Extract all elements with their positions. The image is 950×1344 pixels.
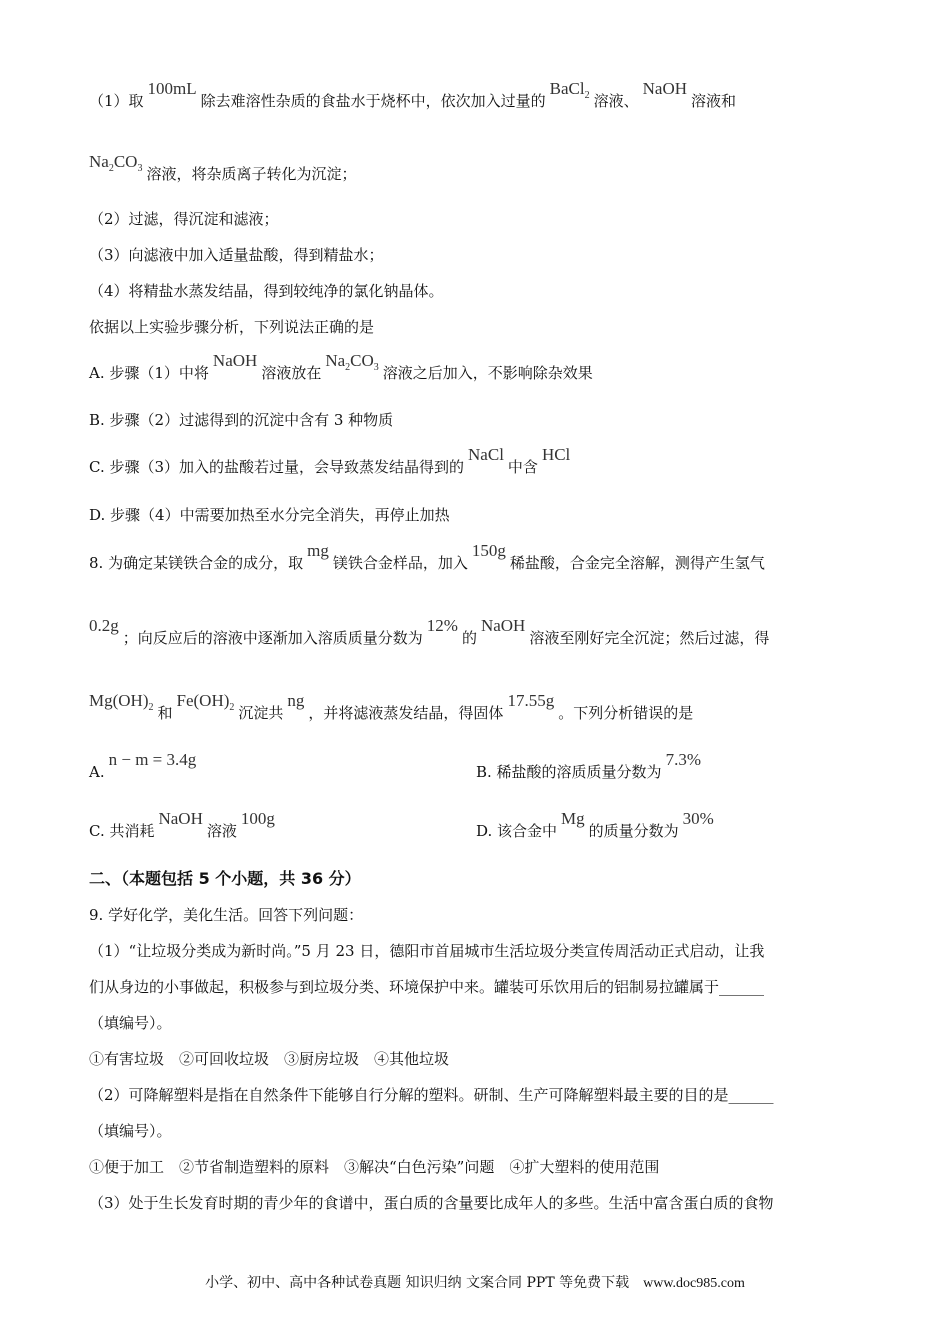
line-step2: （2）过滤，得沉淀和滤液； <box>89 210 279 228</box>
formula-naoh: NaOH <box>642 79 688 98</box>
q8-line3: $Mg(OH)_2$ 和$Fe(OH)_2$ 沉淀共ng，并将滤液蒸发结晶，得固体17.55g。下列分析错误的是 <box>89 691 694 722</box>
q9-part2-options: ①便于加工 ②节省制造塑料的原料 ③解决“白色污染”问题 ④扩大塑料的使用范围 <box>89 1158 660 1176</box>
q9-part2-line2: （填编号）。 <box>89 1122 172 1140</box>
q9-title: 9. 学好化学，美化生活。回答下列问题： <box>89 906 364 924</box>
q8-line1: 8. 为确定某镁铁合金的成分，取mg镁铁合金样品，加入150g稀盐酸，合金完全溶解，测得产生氢气 <box>89 541 765 572</box>
formula-na2co3: $Na_2CO_3$ <box>89 152 143 174</box>
footer-link[interactable]: www.doc985.com <box>643 1276 745 1291</box>
formula-mg: mg <box>307 541 329 560</box>
q9-part1-line3: （填编号）。 <box>89 1014 172 1032</box>
formula-naoh: NaOH <box>158 809 203 828</box>
formula-150g: 150g <box>471 541 506 560</box>
formula-100g: 100g <box>240 809 275 828</box>
q8-option-b: B. 稀盐酸的溶质质量分数为7.3% <box>476 763 705 781</box>
formula-ng: ng <box>287 691 305 710</box>
formula-7-3-percent: 7.3% <box>665 750 701 769</box>
q9-part1-options: ①有害垃圾 ②可回收垃圾 ③厨房垃圾 ④其他垃圾 <box>89 1050 450 1068</box>
q8-option-a: A.n − m = 3.4g <box>89 763 200 781</box>
option-a: A. 步骤（1）中将NaOH溶液放在$Na_2CO_3$ 溶液之后加入，不影响除杂效果 <box>89 351 593 382</box>
formula-volume: 100mL <box>147 79 197 98</box>
page-footer <box>0 1272 950 1292</box>
formula-na2co3: $Na_2CO_3$ <box>325 351 379 373</box>
line-step1: （1）取100mL除去难溶性杂质的食盐水于烧杯中，依次加入过量的BaCl$_2$ 溶液、NaOH溶液和 <box>89 79 737 110</box>
line-step3: （3）向滤液中加入适量盐酸，得到精盐水； <box>89 246 384 264</box>
formula-12-percent: 12% <box>426 616 458 635</box>
formula-mgoh2: $Mg(OH)_2$ <box>89 691 154 713</box>
option-b: B. 步骤（2）过滤得到的沉淀中含有 3 种物质 <box>89 411 394 429</box>
q8-line2: 0.2g；向反应后的溶液中逐渐加入溶质质量分数为12%的NaOH溶液至刚好完全沉淀；然后过滤，得 <box>89 616 770 647</box>
formula-naoh: NaOH <box>480 616 526 635</box>
q8-option-c: C. 共消耗NaOH溶液100g <box>89 822 279 840</box>
q8-option-d: D. 该合金中Mg的质量分数为30% <box>476 822 718 840</box>
formula-nacl: NaCl <box>468 445 504 464</box>
q9-part2-line1: （2）可降解塑料是指在自然条件下能够自行分解的塑料。研制、生产可降解塑料最主要的目的是______ <box>89 1086 774 1104</box>
formula-feoh2: $Fe(OH)_2$ <box>176 691 235 713</box>
section-heading: 二、（本题包括 5 个小题，共 36 分） <box>89 869 361 888</box>
formula-17-55g: 17.55g <box>507 691 555 710</box>
line-step1-cont: $Na_2CO_3$ 溶液，将杂质离子转化为沉淀； <box>89 152 357 183</box>
option-d: D. 步骤（4）中需要加热至水分完全消失，再停止加热 <box>89 506 450 524</box>
formula-0-2g: 0.2g <box>89 616 119 635</box>
formula-naoh: NaOH <box>212 351 258 370</box>
q9-part1-line2: 们从身边的小事做起，积极参与到垃圾分类、环境保护中来。罐装可乐饮用后的铝制易拉罐属于______ <box>89 978 765 996</box>
option-c: C. 步骤（3）加入的盐酸若过量，会导致蒸发结晶得到的NaCl中含HCl <box>89 458 574 476</box>
formula-n-minus-m: n − m = 3.4g <box>108 750 197 769</box>
formula-bacl2: BaCl$_2$ <box>549 79 590 101</box>
formula-30-percent: 30% <box>682 809 714 828</box>
q9-part1-line1: （1）“让垃圾分类成为新时尚。”5 月 23 日，德阳市首届城市生活垃圾分类宣传周活动正式启动，让我 <box>89 942 765 960</box>
question-stem: 依据以上实验步骤分析，下列说法正确的是 <box>89 318 375 336</box>
q9-part3-line1: （3）处于生长发育时期的青少年的食谱中，蛋白质的含量要比成年人的多些。生活中富含蛋白质的食物 <box>89 1194 774 1212</box>
formula-mg-element: Mg <box>561 809 585 828</box>
line-step4: （4）将精盐水蒸发结晶，得到较纯净的氯化钠晶体。 <box>89 282 444 300</box>
footer-text: 小学、初中、高中各种试卷真题 知识归纳 文案合同 PPT 等免费下载 <box>205 1275 630 1291</box>
formula-hcl: HCl <box>541 445 571 464</box>
